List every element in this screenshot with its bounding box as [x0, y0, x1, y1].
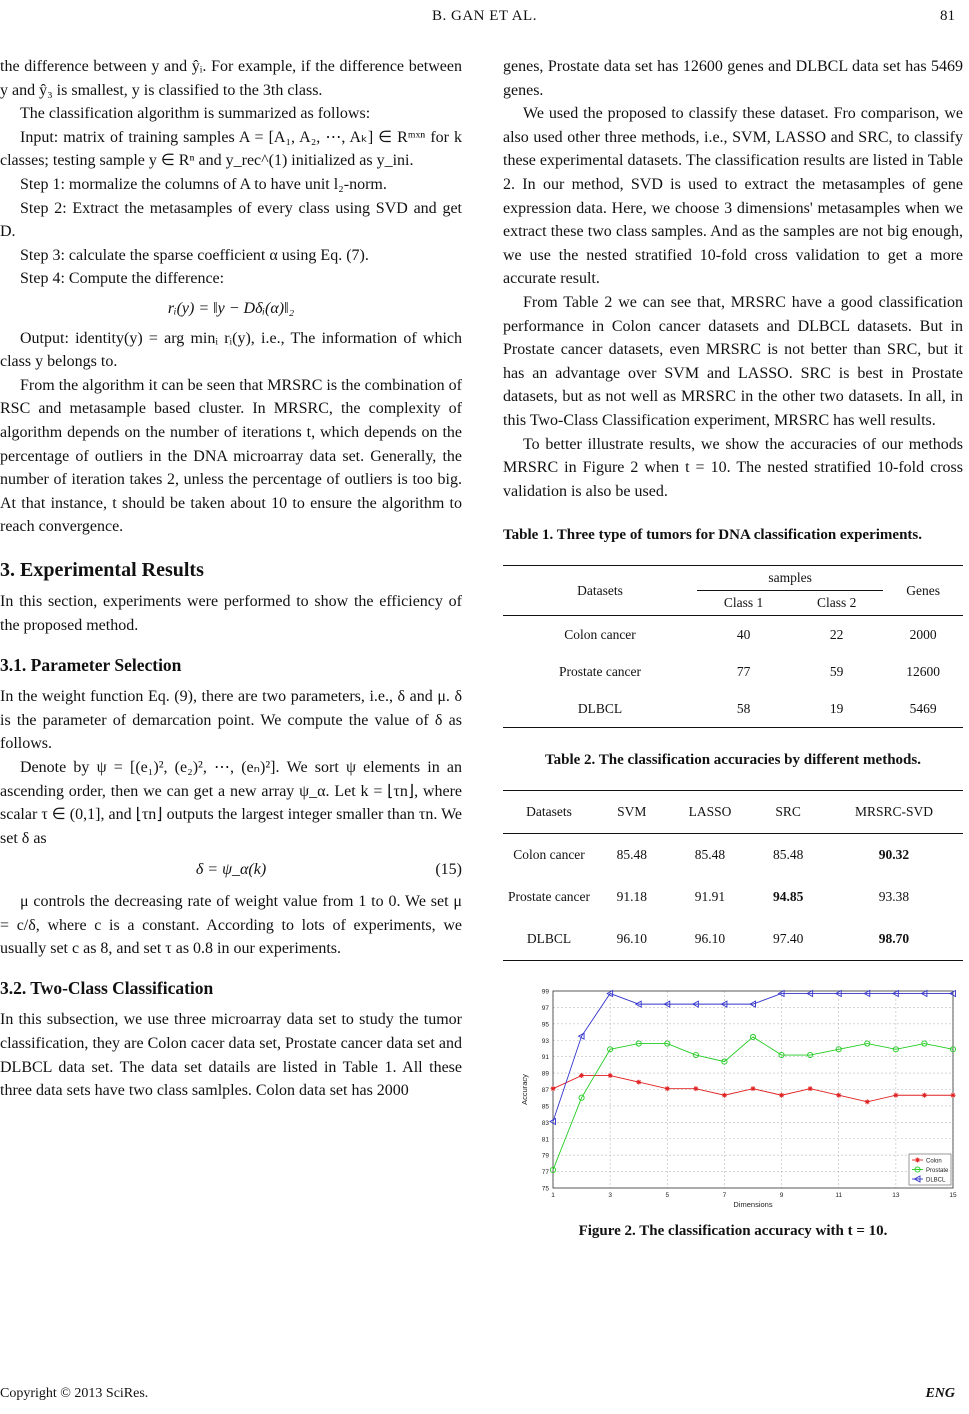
table-cell: 91.91 — [694, 889, 726, 905]
data-point — [636, 1079, 641, 1084]
paragraph: Step 4: Compute the difference: — [20, 270, 225, 288]
y-tick-label: 81 — [541, 1136, 549, 1144]
table-header: Class 2 — [816, 595, 857, 611]
table-cell: 98.70 — [878, 931, 910, 947]
copyright: Copyright © 2013 SciRes. — [0, 1386, 149, 1401]
journal-abbr: ENG — [925, 1386, 955, 1401]
y-tick-label: 87 — [541, 1086, 549, 1094]
table-cell: Prostate cancer — [558, 663, 642, 679]
y-tick-label: 89 — [541, 1070, 549, 1078]
y-tick-label: 97 — [541, 1004, 549, 1012]
table-cell: 40 — [736, 626, 751, 642]
paragraph: From Table 2 we can see that, MRSRC have a good classification performance in Colon cancer datasets and DLBCL datasets. But in Prostate cancer datasets, even MRSRC is not better than SRC, but it has an advantage over SVM and LASSO. SRC is best in Prostate datasets, but as not well as MRSRC in the other two datasets. In all, in this Two-Class Classification experiment, MRSRC has well results. — [503, 293, 963, 429]
data-point — [751, 1086, 756, 1091]
table-cell: Colon cancer — [513, 847, 585, 863]
y-tick-label: 79 — [541, 1152, 549, 1160]
subsection-heading: 3.1. Parameter Selection — [0, 654, 182, 675]
paragraph: Step 2: Extract the metasamples of every class using SVD and get D. — [0, 199, 462, 241]
running-title: B. GAN ET AL. — [432, 8, 537, 24]
table-cell: DLBCL — [526, 931, 572, 947]
table-cell: 58 — [736, 700, 751, 716]
paragraph: the difference between y and ŷᵢ. For example, if the difference between y and ŷ₃ is smallest, y is classified to the 3th class. — [0, 58, 462, 99]
x-tick-label: 3 — [608, 1191, 612, 1199]
paragraph: Step 3: calculate the sparse coefficient α using Eq. (7). — [20, 246, 369, 264]
data-point — [779, 1093, 784, 1098]
table-row — [503, 653, 963, 690]
data-point — [893, 1093, 898, 1098]
paragraph: From the algorithm it can be seen that MRSRC is the combination of RSC and metasample based cluster. In MRSRC, the complexity of algorithm depends on the number of iterations t, which depends on the percentage of outliers in the DNA microarray data set. Generally, the number of iteration takes 2, unless the percentage of outliers is too big. At that instance, t should be taken about 10 to ensure the algorithm to reach convergence. — [0, 376, 462, 536]
right-column — [503, 55, 963, 1243]
paragraph: The classification algorithm is summarized as follows: — [20, 105, 371, 123]
x-tick-label: 13 — [892, 1191, 900, 1199]
data-point — [915, 1157, 920, 1162]
legend-entry: DLBCL — [926, 1177, 946, 1184]
legend-entry: Colon — [926, 1158, 942, 1165]
data-point — [808, 1086, 813, 1091]
legend-entry: Prostate — [926, 1167, 949, 1174]
table-header: SRC — [775, 804, 801, 820]
x-axis-label: Dimensions — [733, 1199, 773, 1209]
paragraph: In the weight function Eq. (9), there are two parameters, i.e., δ and μ. δ is the parameter of demarcation point. We compute the value of δ as follows. — [0, 688, 462, 753]
paragraph: Input: matrix of training samples A = [A₁, A₂, ⋯, Aₖ] ∈ Rᵐˣⁿ for k classes; testing sample y ∈ Rⁿ and y_rec^(1) initialized as y_ini. — [0, 128, 462, 170]
table-cell: 19 — [829, 700, 844, 716]
equation: rᵢ(y) = ‖y − Dδᵢ(α)‖₂ — [167, 299, 295, 317]
data-point — [608, 1073, 613, 1078]
data-point — [836, 1093, 841, 1098]
table-row — [503, 918, 963, 961]
table-cell: 93.38 — [878, 889, 910, 905]
x-tick-label: 9 — [779, 1191, 784, 1199]
paragraph: To better illustrate results, we show the accuracies of our methods MRSRC in Figure 2 when t = 10. The nested stratified 10-fold cross validation is also be used. — [503, 435, 963, 500]
table-cell: 94.85 — [773, 889, 804, 905]
paragraph: μ controls the decreasing rate of weight value from 1 to 0. We set μ = c/δ, where c is a constant. According to lots of experiments, we usually set c as 8, and set τ as 0.8 in our experiments. — [0, 893, 462, 958]
left-column — [0, 55, 462, 1103]
table-cell: 97.40 — [773, 931, 804, 947]
table-2 — [503, 790, 963, 961]
data-point — [665, 1086, 670, 1091]
subsection-heading: 3.2. Two-Class Classification — [0, 977, 214, 998]
table-header: Class 1 — [723, 595, 764, 611]
table-1-caption: Table 1. Three type of tumors for DNA classification experiments. — [503, 527, 922, 544]
table-row — [503, 690, 963, 728]
table-cell: 2000 — [909, 626, 937, 642]
table-cell: 85.48 — [616, 847, 647, 863]
data-point — [951, 1093, 956, 1098]
y-tick-label: 77 — [541, 1168, 549, 1176]
table-cell: 5469 — [909, 700, 937, 716]
table-header: MRSRC-SVD — [854, 804, 933, 820]
table-header: SVM — [617, 804, 647, 820]
table-cell: 96.10 — [694, 931, 726, 947]
series-line-dlbcl — [553, 993, 953, 1121]
paragraph: Denote by ψ = [(e₁)², (e₂)², ⋯, (eₙ)²]. We sort ψ elements in an ascending order, then we can get a new array ψ_α. Let k = ⌊τn⌋, where scalar τ ∈ (0,1], and ⌊τn⌋ outputs the largest integer smaller than τn. We set δ as — [0, 759, 462, 847]
table-cell: 77 — [736, 663, 751, 679]
y-axis-label: Accuracy — [520, 1073, 529, 1105]
table-row — [503, 876, 963, 918]
paragraph: Output: identity(y) = arg minᵢ rᵢ(y), i.e., The information of which class y belongs to. — [0, 329, 462, 371]
table-header: samples — [697, 566, 883, 591]
paragraph: We used the proposed to classify these dataset. Fro comparison, we also used other three methods, i.e., SVM, LASSO and SRC, to classify these experimental datasets. The classification results are listed in Table 2. In our method, SVD is used to extract the metasamples of gene expression data. Here, we choose 3 dimensions' metasamples when we extract these two class samples. And as the samples are not big enough, we use the nested stratified 10-fold cross validation to get a more accurate result. — [503, 105, 963, 288]
page-header — [0, 4, 969, 34]
data-point — [865, 1099, 870, 1104]
table-cell: 12600 — [906, 663, 940, 679]
table-cell: 85.48 — [694, 847, 726, 863]
table-cell: 96.10 — [616, 931, 647, 947]
equation-number: (15) — [435, 861, 462, 879]
data-point — [922, 1093, 927, 1098]
paragraph: In this section, experiments were performed to show the efficiency of the proposed method. — [0, 593, 462, 635]
y-tick-label: 75 — [541, 1185, 549, 1193]
section-heading: 3. Experimental Results — [0, 558, 204, 581]
data-point — [579, 1073, 584, 1078]
paragraph: genes, Prostate data set has 12600 genes and DLBCL data set has 5469 genes. — [503, 58, 963, 99]
y-tick-label: 93 — [541, 1037, 549, 1045]
table-2-caption: Table 2. The classification accuracies by different methods. — [545, 751, 921, 768]
table-cell: Prostate cancer — [507, 889, 591, 905]
table-cell: 59 — [829, 663, 844, 679]
table-header: Datasets — [526, 804, 572, 820]
table-row — [503, 615, 963, 653]
table-cell: 22 — [829, 626, 844, 642]
table-1 — [503, 565, 963, 728]
data-point — [693, 1086, 698, 1091]
accuracy-line-chart — [505, 985, 963, 1210]
data-point — [722, 1093, 727, 1098]
equation-15: δ = ψ_α(k) (15) — [0, 858, 462, 882]
x-tick-label: 5 — [665, 1191, 670, 1199]
x-tick-label: 1 — [551, 1191, 555, 1199]
data-point — [551, 1086, 556, 1091]
table-cell: 90.32 — [878, 847, 910, 863]
paragraph: Step 1: mormalize the columns of A to have unit l₂-norm. — [20, 175, 387, 193]
table-cell: 85.48 — [773, 847, 804, 863]
table-header: LASSO — [688, 804, 732, 820]
page-number: 81 — [940, 8, 955, 24]
y-tick-label: 91 — [541, 1054, 549, 1062]
y-tick-label: 95 — [541, 1021, 549, 1029]
y-tick-label: 99 — [541, 988, 549, 996]
x-tick-label: 11 — [835, 1191, 843, 1199]
table-header: Genes — [906, 582, 940, 598]
table-cell: Colon cancer — [564, 626, 636, 642]
table-header: Datasets — [577, 582, 623, 598]
table-cell: DLBCL — [577, 700, 623, 716]
table-row — [503, 833, 963, 876]
y-tick-label: 83 — [541, 1119, 549, 1127]
table-cell: 91.18 — [616, 889, 647, 905]
figure-2-caption: Figure 2. The classification accuracy with t = 10. — [578, 1222, 888, 1239]
x-tick-label: 15 — [949, 1191, 957, 1199]
x-tick-label: 7 — [722, 1191, 727, 1199]
paragraph: In this subsection, we use three microarray data set to study the tumor classification, they are Colon cacer data set, Prostate cancer data set and DLBCL data set. The data set datails are listed in Table 1. All these three data sets have two class samlples. Colon data set has 2000 — [0, 1011, 462, 1100]
y-tick-label: 85 — [541, 1103, 549, 1111]
